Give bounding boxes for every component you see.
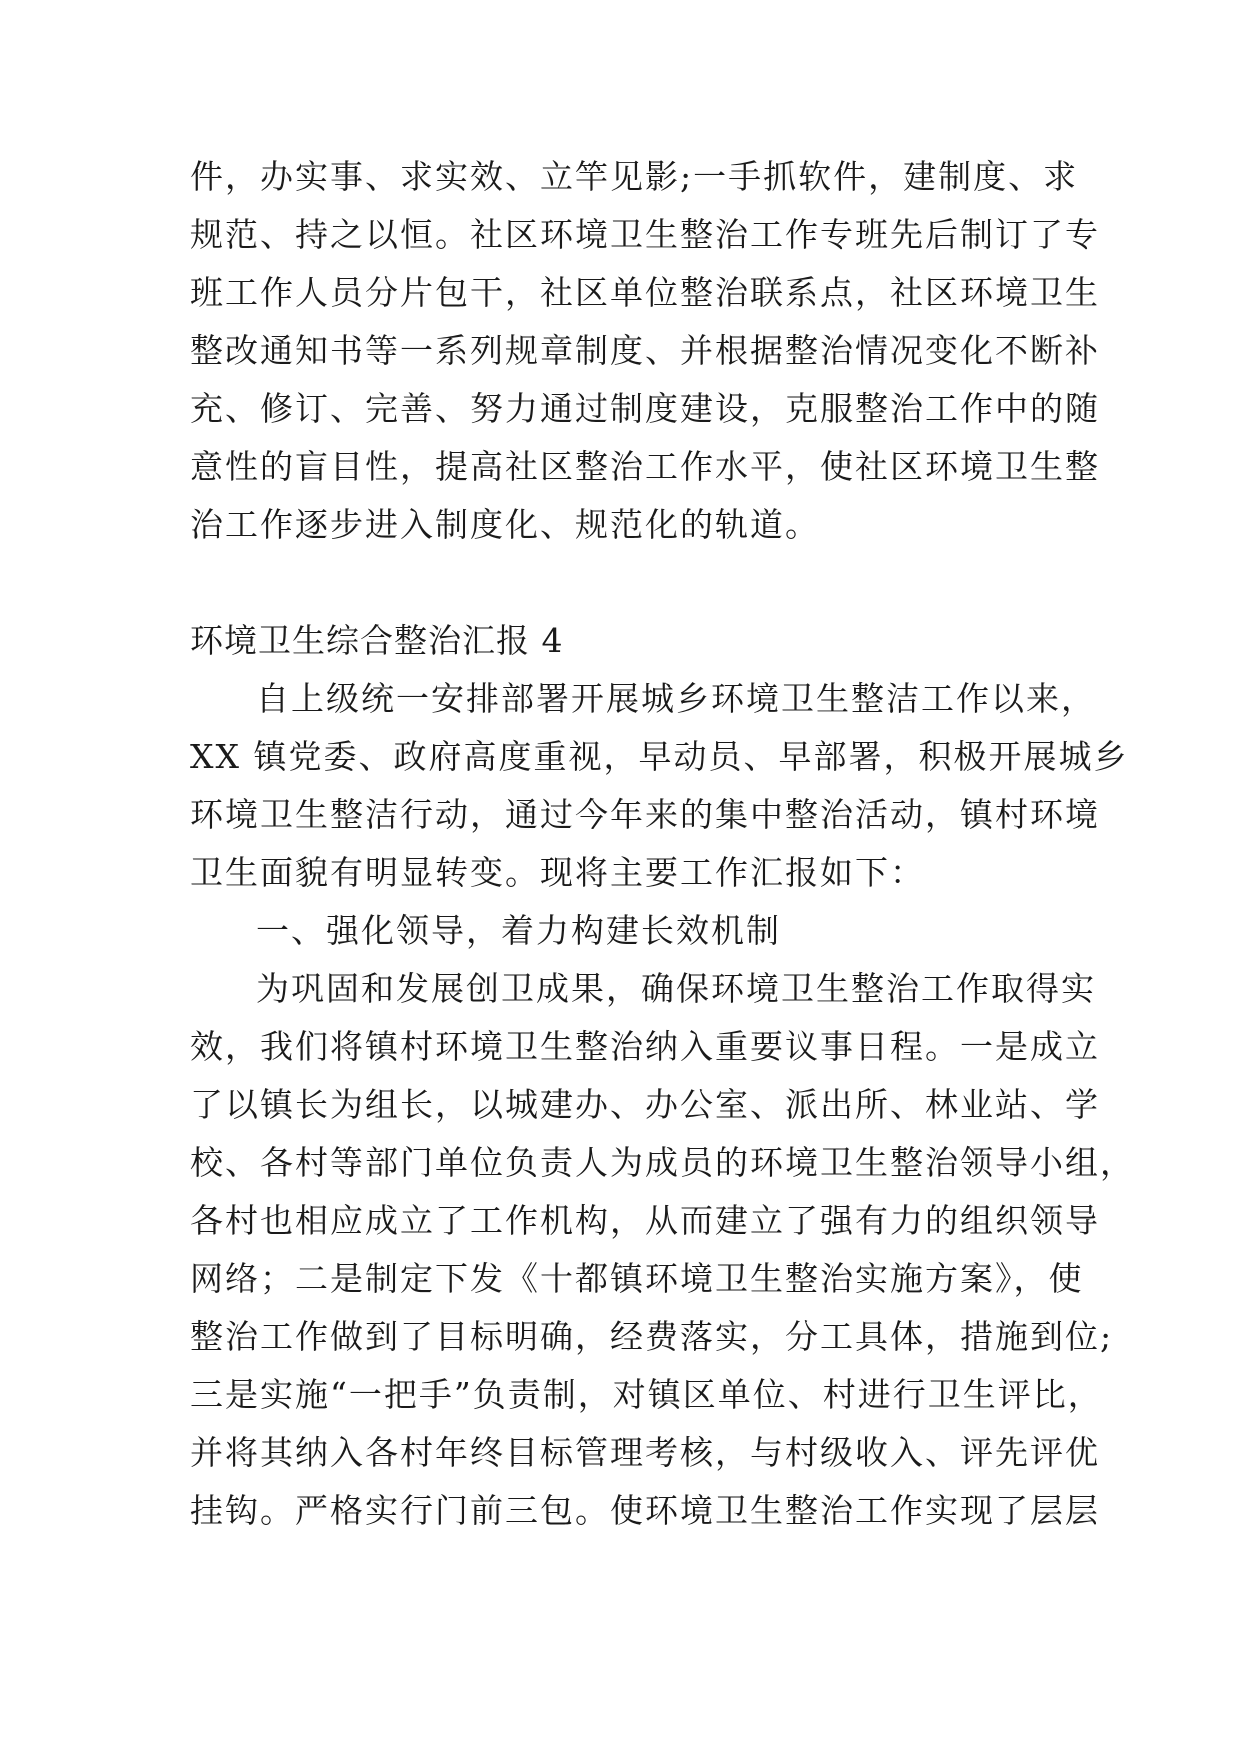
text-line: 件，办实事、求实效、立竿见影;一手抓软件，建制度、求	[190, 157, 1079, 196]
paragraph-continued	[190, 148, 1100, 554]
section-title: 环境卫生综合整治汇报 4	[190, 621, 564, 660]
text-line: 意性的盲目性，提高社区整治工作水平，使社区环境卫生整	[190, 447, 1100, 486]
text-line: 了以镇长为组长，以城建办、办公室、派出所、林业站、学	[190, 1085, 1100, 1124]
text-line: 充、修订、完善、努力通过制度建设，克服整治工作中的随	[190, 389, 1100, 428]
text-line: 三是实施“一把手”负责制，对镇区单位、村进行卫生评比，	[190, 1375, 1103, 1414]
text-line: 并将其纳入各村年终目标管理考核，与村级收入、评先评优	[190, 1433, 1100, 1472]
subheading: 一、强化领导，着力构建长效机制	[256, 911, 781, 950]
paragraph-body	[190, 960, 1135, 1540]
text-line: 班工作人员分片包干，社区单位整治联系点，社区环境卫生	[190, 273, 1100, 312]
text-line: 规范、持之以恒。社区环境卫生整治工作专班先后制订了专	[190, 215, 1100, 254]
text-line: 挂钩。严格实行门前三包。使环境卫生整治工作实现了层层	[190, 1491, 1100, 1530]
text-line: 为巩固和发展创卫成果，确保环境卫生整治工作取得实	[256, 969, 1096, 1008]
text-line: 环境卫生整洁行动，通过今年来的集中整治活动，镇村环境	[190, 795, 1100, 834]
text-line: 效，我们将镇村环境卫生整治纳入重要议事日程。一是成立	[190, 1027, 1100, 1066]
paragraph-intro	[190, 670, 1129, 902]
document-body	[190, 148, 1135, 1540]
text-line: 整改通知书等一系列规章制度、并根据整治情况变化不断补	[190, 331, 1100, 370]
text-line: XX 镇党委、政府高度重视，早动员、早部署，积极开展城乡	[190, 737, 1129, 776]
blank-line	[190, 554, 1070, 612]
text-line: 网络；二是制定下发《十都镇环境卫生整治实施方案》，使	[190, 1259, 1084, 1298]
text-line: 各村也相应成立了工作机构，从而建立了强有力的组织领导	[190, 1201, 1100, 1240]
text-line: 自上级统一安排部署开展城乡环境卫生整洁工作以来，	[256, 679, 1096, 718]
text-line: 治工作逐步进入制度化、规范化的轨道。	[190, 505, 820, 544]
text-line: 卫生面貌有明显转变。现将主要工作汇报如下：	[190, 853, 925, 892]
text-line: 校、各村等部门单位负责人为成员的环境卫生整治领导小组，	[190, 1143, 1135, 1182]
text-line: 整治工作做到了目标明确，经费落实，分工具体，措施到位;	[190, 1317, 1114, 1356]
